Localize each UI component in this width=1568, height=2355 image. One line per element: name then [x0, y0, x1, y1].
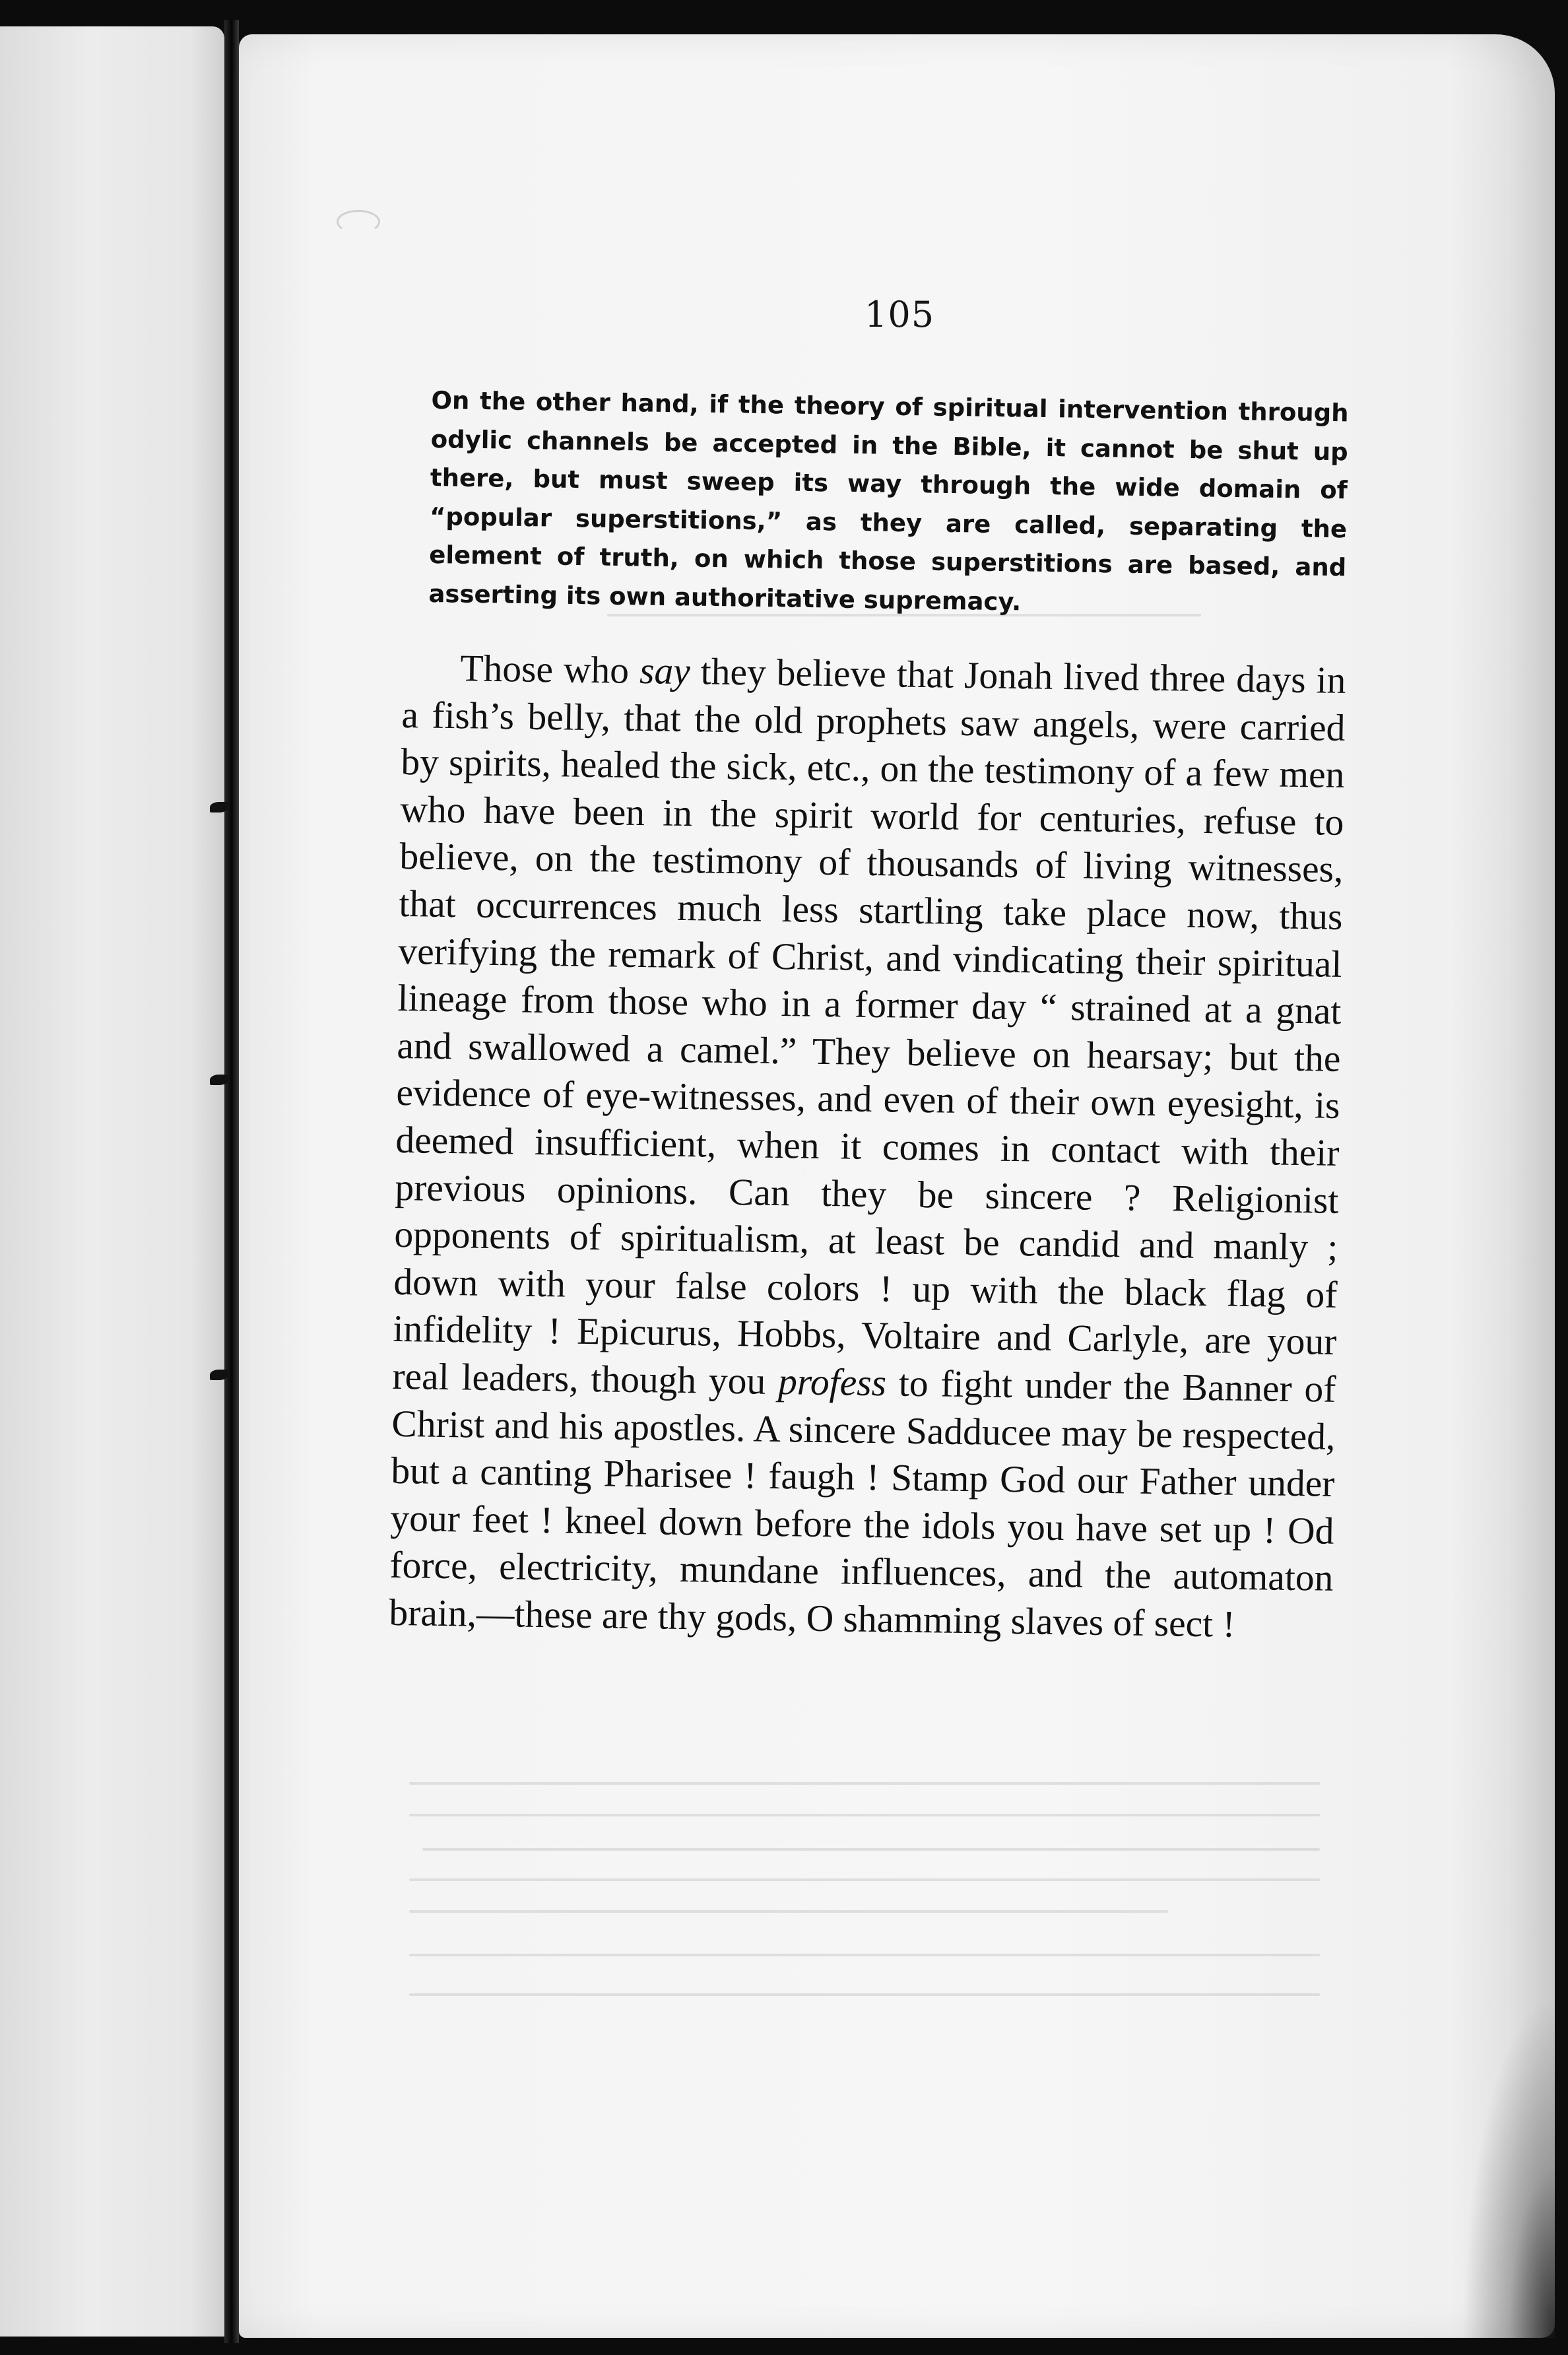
page-corner-wear: [1462, 1995, 1555, 2338]
emphasis-profess: profess: [777, 1360, 887, 1405]
body-text-segment: they believe that Jonah lived three days in a fish’s belly, that the old prophets saw angels, were carried by spirits, healed the sick, etc., on the testimony of a few men who have been in the spirit world for centuries, refuse to believe, on the testimony of thousands of living witnesses, that occurrences much less startling take place now, thus verifying the remark of Christ, and vindicating their spiritual lineage from those who in a former day “ strained at a gnat and swallowed a camel.” They believe on hearsay; but the evidence of eye-witnesses, and even of their own eyesight, is deemed insufficient, when it comes in contact with their previous opinions. Can they be sincere ? Religionist opponents of spiritualism, at least be candid and manly ; down with your false colors ! up with the black flag of infidelity ! Epicurus, Hobbs, Voltaire and Carlyle, are your real leaders, though you: [392, 651, 1346, 1403]
binding-stitch: [210, 1370, 228, 1380]
body-text-segment: to fight under the Banner of Christ and his apostles. A sincere Sadducee may be respected, but a canting Pharisee ! faugh ! Stamp God our Father under your feet ! kneel down before the idols you have set up ! Od force, electricity, mundane influences, and the automaton brain,—these are thy gods, O shamming slaves of sect !: [389, 1362, 1336, 1645]
page-number: 105: [865, 294, 935, 335]
bleed-through-line: [409, 1910, 1168, 1913]
bleed-through-line: [409, 1878, 1320, 1881]
emphasis-say: say: [639, 650, 691, 693]
binding-stitch: [210, 802, 228, 813]
ink-smudge: [337, 210, 380, 234]
bleed-through-line: [409, 1954, 1320, 1956]
body-text-segment: Those who: [460, 647, 640, 692]
bleed-through-line: [409, 1993, 1320, 1996]
note-paragraph: On the other hand, if the theory of spiritual intervention through odylic channels be accepted in the Bible, it cannot be shut up there, but must sweep its way through the wide domain of “popular superstitions,” as they are called, separating the element of truth, on which those superstitions are based, and asserting its own authoritative supremacy.: [428, 385, 1349, 616]
bleed-through-line: [607, 614, 1201, 616]
binding-stitch: [210, 1075, 228, 1085]
bleed-through-line: [409, 1814, 1320, 1816]
bleed-through-line: [422, 1848, 1320, 1851]
book-gutter: [224, 20, 239, 2343]
bleed-through-line: [409, 1782, 1320, 1785]
facing-page-edge: [0, 26, 224, 2337]
body-paragraph: [389, 644, 1346, 1649]
